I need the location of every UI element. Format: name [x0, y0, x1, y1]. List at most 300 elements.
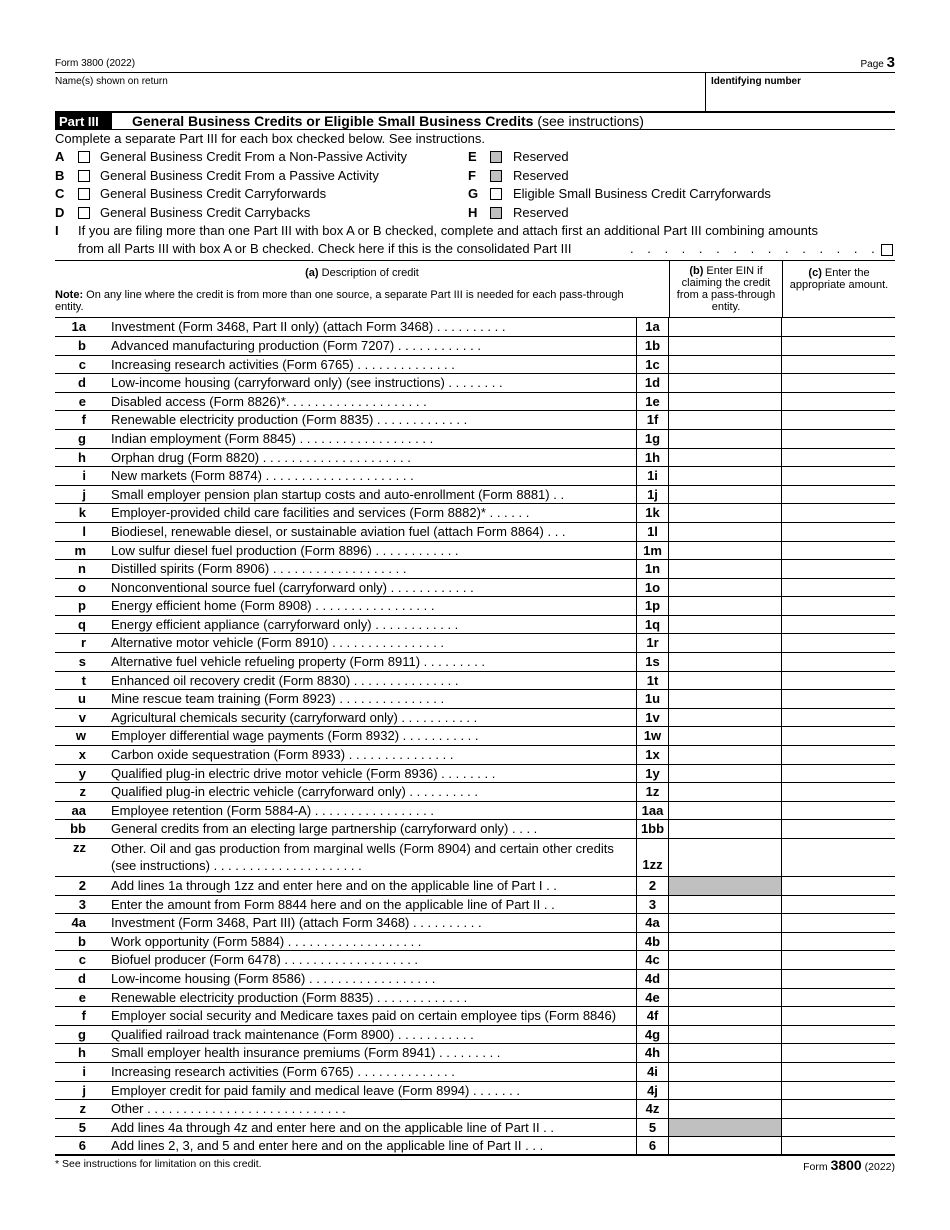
line-number: v: [78, 709, 86, 725]
amount-field[interactable]: [782, 337, 895, 355]
line-description: Biodiesel, renewable diesel, or sustainable aviation fuel (attach Form 8864) . . .: [111, 523, 566, 539]
item-i-line2: from all Parts III with box A or B checked. Check here if this is the consolidated Part III: [78, 241, 572, 257]
amount-field[interactable]: [782, 1026, 895, 1044]
form-page: [55, 50, 895, 1176]
amount-field[interactable]: [782, 1082, 895, 1100]
line-box-label: 1s: [636, 653, 669, 671]
ein-field[interactable]: [669, 1063, 782, 1081]
table-row: [55, 337, 895, 356]
ein-field[interactable]: [669, 820, 782, 838]
line-number: o: [78, 579, 86, 595]
amount-field[interactable]: [782, 467, 895, 485]
footer-form: [803, 1157, 895, 1173]
table-row: [55, 765, 895, 784]
table-row: [55, 709, 895, 728]
checkbox-label: General Business Credit Carrybacks: [100, 204, 311, 220]
amount-field[interactable]: [782, 542, 895, 560]
ein-field[interactable]: [669, 318, 782, 336]
line-number: h: [78, 449, 86, 465]
ein-field[interactable]: [669, 486, 782, 504]
amount-field[interactable]: [782, 634, 895, 652]
line-description: Other . . . . . . . . . . . . . . . . . . . . . . . . . . . .: [111, 1101, 346, 1117]
line-description: Add lines 2, 3, and 5 and enter here and on the applicable line of Part II . . .: [111, 1138, 544, 1154]
line-number: b: [78, 933, 86, 949]
line-box-label: 4a: [636, 914, 669, 932]
checkbox-label: Eligible Small Business Credit Carryforwards: [513, 186, 771, 202]
amount-field[interactable]: [782, 318, 895, 336]
line-description: Low-income housing (carryforward only) (see instructions) . . . . . . . .: [111, 375, 503, 391]
ein-field[interactable]: [669, 746, 782, 764]
ein-field[interactable]: [669, 690, 782, 708]
line-description: Add lines 4a through 4z and enter here and on the applicable line of Part II . .: [111, 1119, 555, 1135]
line-description: Employee retention (Form 5884-A) . . . . . . . . . . . . . . . . .: [111, 802, 434, 818]
amount-field[interactable]: [782, 411, 895, 429]
amount-field[interactable]: [782, 877, 895, 895]
item-i-letter: I: [55, 223, 59, 239]
checkbox-letter: F: [468, 167, 476, 183]
ein-field[interactable]: [669, 411, 782, 429]
line-box-label: 1r: [636, 634, 669, 652]
line-box-label: 1c: [636, 356, 669, 374]
table-row: [55, 579, 895, 598]
line-description: Enhanced oil recovery credit (Form 8830) . . . . . . . . . . . . . . .: [111, 672, 459, 688]
checkbox-row: [55, 204, 895, 223]
line-number: m: [74, 542, 86, 558]
table-row: [55, 1026, 895, 1045]
table-row: [55, 616, 895, 635]
line-box-label: 1o: [636, 579, 669, 597]
line-box-label: 6: [636, 1137, 669, 1154]
line-box-label: 1q: [636, 616, 669, 634]
ein-field[interactable]: [669, 356, 782, 374]
amount-field[interactable]: [782, 374, 895, 392]
ein-field[interactable]: [669, 727, 782, 745]
item-i-dots: . . . . . . . . . . . . . . .: [630, 241, 880, 257]
table-row: [55, 356, 895, 375]
checkbox-g[interactable]: [490, 188, 502, 200]
line-number: c: [78, 952, 86, 968]
amount-field[interactable]: [782, 989, 895, 1007]
amount-field[interactable]: [782, 896, 895, 914]
line-description: Distilled spirits (Form 8906) . . . . . . . . . . . . . . . . . . .: [111, 561, 407, 577]
line-box-label: 4h: [636, 1044, 669, 1062]
page-header: [55, 50, 895, 72]
ein-field[interactable]: [669, 896, 782, 914]
line-box-label: 3: [636, 896, 669, 914]
line-box-label: 4z: [636, 1100, 669, 1118]
line-box-label: 1d: [636, 374, 669, 392]
checkbox-c[interactable]: [78, 188, 90, 200]
ein-field[interactable]: [669, 765, 782, 783]
line-description: Renewable electricity production (Form 8835) . . . . . . . . . . . . .: [111, 412, 468, 428]
ein-field[interactable]: [669, 616, 782, 634]
line-number: 2: [78, 878, 86, 893]
ein-field[interactable]: [669, 634, 782, 652]
line-description: Indian employment (Form 8845) . . . . . . . . . . . . . . . . . . .: [111, 430, 434, 446]
checkbox-label: General Business Credit From a Passive Activity: [100, 167, 379, 183]
name-row: [55, 72, 895, 111]
ein-field[interactable]: [669, 709, 782, 727]
line-description: Qualified railroad track maintenance (Form 8900) . . . . . . . . . . .: [111, 1026, 474, 1042]
line-box-label: 4d: [636, 970, 669, 988]
ein-field: [669, 1119, 782, 1137]
ein-field[interactable]: [669, 374, 782, 392]
line-number: f: [81, 412, 86, 428]
line-number: bb: [70, 821, 86, 837]
line-box-label: 1n: [636, 560, 669, 578]
table-row: [55, 877, 895, 896]
amount-field[interactable]: [782, 1007, 895, 1025]
ein-field[interactable]: [669, 1026, 782, 1044]
ein-field[interactable]: [669, 560, 782, 578]
line-description: Agricultural chemicals security (carryforward only) . . . . . . . . . . .: [111, 709, 478, 725]
line-number: e: [78, 989, 86, 1005]
column-a-header: [55, 267, 669, 279]
item-i-line1: If you are filing more than one Part III with box A or B checked, complete and attach first an additional Part III combining amounts: [78, 223, 818, 239]
line-number: p: [78, 598, 86, 614]
line-description: Nonconventional source fuel (carryforward only) . . . . . . . . . . . .: [111, 579, 474, 595]
line-box-label: 1x: [636, 746, 669, 764]
table-row: [55, 672, 895, 691]
table-row: [55, 467, 895, 486]
line-number: x: [78, 747, 86, 763]
table-row: [55, 914, 895, 933]
footer-note: * See instructions for limitation on this credit.: [55, 1157, 262, 1170]
line-description: Qualified plug-in electric vehicle (carryforward only) . . . . . . . . . .: [111, 784, 479, 800]
amount-field[interactable]: [782, 727, 895, 745]
amount-field[interactable]: [782, 839, 895, 876]
table-row: [55, 802, 895, 821]
line-description: Renewable electricity production (Form 8835) . . . . . . . . . . . . .: [111, 989, 468, 1005]
line-number: b: [78, 337, 86, 353]
column-b-bold: (b): [689, 265, 704, 278]
table-row: [55, 1063, 895, 1082]
ein-field[interactable]: [669, 933, 782, 951]
line-box-label: 1l: [636, 523, 669, 541]
ein-field[interactable]: [669, 467, 782, 485]
line-box-label: 1e: [636, 393, 669, 411]
line-box-label: 1h: [636, 449, 669, 467]
ein-field[interactable]: [669, 951, 782, 969]
page-label: [861, 54, 895, 71]
line-box-label: 4f: [636, 1007, 669, 1025]
ein-field[interactable]: [669, 783, 782, 801]
line-box-label: 1i: [636, 467, 669, 485]
checkbox-label: Reserved: [513, 167, 569, 183]
line-description: Qualified plug-in electric drive motor vehicle (Form 8936) . . . . . . . .: [111, 765, 496, 781]
line-number: 3: [78, 896, 86, 912]
ein-field[interactable]: [669, 989, 782, 1007]
line-description: Add lines 1a through 1zz and enter here and on the applicable line of Part I . .: [111, 878, 557, 893]
amount-field[interactable]: [782, 820, 895, 838]
ein-field[interactable]: [669, 504, 782, 522]
line-number: 6: [78, 1138, 86, 1154]
checkbox-label: Reserved: [513, 204, 569, 220]
part-header: [55, 111, 895, 130]
part-title: [132, 113, 644, 129]
part-tag: Part III: [55, 113, 112, 130]
checkbox-f: [490, 170, 502, 182]
ein-field[interactable]: [669, 337, 782, 355]
consolidated-checkbox[interactable]: [881, 244, 893, 256]
table-row: [55, 523, 895, 542]
checkbox-h: [490, 207, 502, 219]
line-description: Biofuel producer (Form 6478) . . . . . . . . . . . . . . . . . . .: [111, 952, 419, 968]
ein-field[interactable]: [669, 597, 782, 615]
table-row: [55, 1137, 895, 1156]
table-row: [55, 411, 895, 430]
amount-field[interactable]: [782, 523, 895, 541]
line-box-label: 1g: [636, 430, 669, 448]
amount-field[interactable]: [782, 616, 895, 634]
form-label: Form 3800 (2022): [55, 58, 136, 69]
line-box-label: 4i: [636, 1063, 669, 1081]
line-description: Energy efficient home (Form 8908) . . . . . . . . . . . . . . . . .: [111, 598, 435, 614]
line-number: j: [82, 1082, 86, 1098]
ein-field[interactable]: [669, 449, 782, 467]
line-box-label: 4j: [636, 1082, 669, 1100]
amount-field[interactable]: [782, 504, 895, 522]
footer-form-word: Form: [803, 1160, 828, 1173]
amount-field[interactable]: [782, 783, 895, 801]
line-number: d: [78, 970, 86, 986]
checkbox-d[interactable]: [78, 207, 90, 219]
ein-field[interactable]: [669, 579, 782, 597]
amount-field[interactable]: [782, 486, 895, 504]
table-row: [55, 690, 895, 709]
amount-field[interactable]: [782, 579, 895, 597]
ein-field[interactable]: [669, 1044, 782, 1062]
amount-field[interactable]: [782, 914, 895, 932]
line-number: z: [79, 784, 86, 800]
amount-field[interactable]: [782, 449, 895, 467]
credit-rows-2: [55, 877, 895, 1156]
line-description: Low-income housing (Form 8586) . . . . . . . . . . . . . . . . . .: [111, 970, 436, 986]
checkbox-letter: A: [55, 149, 65, 164]
line-box-label: 4b: [636, 933, 669, 951]
amount-field[interactable]: [782, 709, 895, 727]
line-number: t: [81, 672, 86, 688]
amount-field[interactable]: [782, 802, 895, 820]
table-row: [55, 896, 895, 915]
line-number: 5: [78, 1119, 86, 1135]
checkbox-letter: E: [468, 149, 477, 164]
line-number: 4a: [71, 915, 86, 931]
line-box-label: 4c: [636, 951, 669, 969]
ein-field[interactable]: [669, 1007, 782, 1025]
checkbox-label: General Business Credit From a Non-Passive Activity: [100, 149, 408, 164]
line-description: Alternative motor vehicle (Form 8910) . . . . . . . . . . . . . . . .: [111, 635, 445, 651]
column-a-rest: Description of credit: [318, 267, 419, 280]
ein-field[interactable]: [669, 542, 782, 560]
checkbox-letter: G: [468, 186, 479, 202]
checkbox-row: [55, 148, 895, 167]
line-description: Investment (Form 3468, Part II only) (attach Form 3468) . . . . . . . . . .: [111, 319, 506, 335]
line-description: Employer credit for paid family and medical leave (Form 8994) . . . . . . .: [111, 1082, 520, 1098]
table-row: [55, 504, 895, 523]
ein-field[interactable]: [669, 1082, 782, 1100]
line-box-label: 1aa: [636, 802, 669, 820]
line-box-label: 1z: [636, 783, 669, 801]
line-number: d: [78, 375, 86, 391]
ein-field[interactable]: [669, 802, 782, 820]
line-box-label: 1y: [636, 765, 669, 783]
checkbox-e: [490, 151, 502, 163]
checkbox-letter: D: [55, 204, 65, 220]
table-row: [55, 542, 895, 561]
credit-rows: [55, 318, 895, 839]
column-c-header: [782, 261, 895, 317]
table-row: [55, 727, 895, 746]
item-i-row: [55, 222, 895, 260]
line-number: q: [78, 616, 86, 632]
line-box-label: 1t: [636, 672, 669, 690]
ein-field[interactable]: [669, 970, 782, 988]
line-description: New markets (Form 8874) . . . . . . . . . . . . . . . . . . . . .: [111, 468, 414, 484]
line-description: Carbon oxide sequestration (Form 8933) . . . . . . . . . . . . . . .: [111, 747, 454, 763]
line-number: u: [78, 691, 86, 707]
table-row: [55, 1119, 895, 1138]
part-intro: Complete a separate Part III for each box checked below. See instructions.: [55, 131, 485, 146]
checkbox-b[interactable]: [78, 170, 90, 182]
checkbox-a[interactable]: [78, 151, 90, 163]
line-description: Employer-provided child care facilities and services (Form 8882)* . . . . . .: [111, 505, 530, 521]
name-field-label[interactable]: Name(s) shown on return: [55, 76, 168, 87]
ein-field: [669, 877, 782, 895]
amount-field[interactable]: [782, 1044, 895, 1062]
part-title-bold: General Business Credits or Eligible Small Business Credits: [132, 113, 534, 129]
amount-field[interactable]: [782, 1063, 895, 1081]
amount-field[interactable]: [782, 672, 895, 690]
line-description: Orphan drug (Form 8820) . . . . . . . . . . . . . . . . . . . . .: [111, 449, 411, 465]
ein-field[interactable]: [669, 672, 782, 690]
note-rest: On any line where the credit is from more than one source, a separate Part III is needed for each pass-through entity.: [55, 289, 624, 314]
amount-field[interactable]: [782, 430, 895, 448]
ein-field[interactable]: [669, 393, 782, 411]
line-box-label: 1bb: [636, 820, 669, 838]
line-box-label: 2: [636, 877, 669, 895]
line-description: General credits from an electing large partnership (carryforward only) . . . .: [111, 821, 538, 837]
line-box-label: 1p: [636, 597, 669, 615]
line-number: l: [82, 523, 86, 539]
ein-field[interactable]: [669, 1100, 782, 1118]
amount-field[interactable]: [782, 393, 895, 411]
amount-field[interactable]: [782, 653, 895, 671]
line-box-label: 4e: [636, 989, 669, 1007]
ein-field[interactable]: [669, 1137, 782, 1154]
checkbox-letter: C: [55, 186, 65, 202]
column-header: [55, 260, 895, 318]
line-number: 1a: [71, 319, 86, 335]
amount-field[interactable]: [782, 951, 895, 969]
table-row: [55, 970, 895, 989]
table-row: [55, 783, 895, 802]
ein-field[interactable]: [669, 430, 782, 448]
checkbox-row: [55, 167, 895, 186]
checkbox-letter: H: [468, 204, 478, 220]
amount-field[interactable]: [782, 970, 895, 988]
ein-field[interactable]: [669, 523, 782, 541]
line-description: Low sulfur diesel fuel production (Form 8896) . . . . . . . . . . . .: [111, 542, 459, 558]
line-number: g: [78, 430, 86, 446]
table-row: [55, 393, 895, 412]
line-number: j: [82, 486, 86, 502]
page-number: 3: [886, 54, 895, 71]
line-description: Energy efficient appliance (carryforward only) . . . . . . . . . . . .: [111, 616, 459, 632]
amount-field[interactable]: [782, 560, 895, 578]
amount-field[interactable]: [782, 690, 895, 708]
line-box-label: 1w: [636, 727, 669, 745]
table-row: [55, 560, 895, 579]
line-number: f: [81, 1008, 86, 1024]
line-description: Small employer pension plan startup costs and auto-enrollment (Form 8881) . .: [111, 486, 565, 502]
line-number: n: [78, 561, 86, 577]
identifying-number-field[interactable]: Identifying number: [705, 73, 895, 111]
page-footer: [55, 1156, 895, 1176]
line-description: Employer differential wage payments (Form 8932) . . . . . . . . . . .: [111, 728, 479, 744]
table-row: [55, 951, 895, 970]
line-number: i: [82, 1063, 86, 1079]
line-description: Investment (Form 3468, Part III) (attach Form 3468) . . . . . . . . . .: [111, 915, 482, 931]
table-row-zz: [55, 839, 895, 877]
amount-field[interactable]: [782, 356, 895, 374]
checkbox-label: General Business Credit Carryforwards: [100, 186, 327, 202]
line-box-label: 1a: [636, 318, 669, 336]
table-row: [55, 374, 895, 393]
checkbox-list: [55, 148, 895, 222]
footer-form-number: 3800: [830, 1156, 862, 1173]
line-description: Employer social security and Medicare taxes paid on certain employee tips (Form 8846): [111, 1008, 617, 1024]
line-number: zz: [73, 840, 86, 855]
ein-field[interactable]: [669, 914, 782, 932]
line-box-label: 1m: [636, 542, 669, 560]
amount-field[interactable]: [782, 746, 895, 764]
ein-field[interactable]: [669, 653, 782, 671]
table-row: [55, 430, 895, 449]
amount-field[interactable]: [782, 933, 895, 951]
line-description: Advanced manufacturing production (Form 7207) . . . . . . . . . . . .: [111, 337, 481, 353]
amount-field[interactable]: [782, 1137, 895, 1154]
table-row: [55, 1082, 895, 1101]
line-description: Alternative fuel vehicle refueling property (Form 8911) . . . . . . . . .: [111, 654, 486, 670]
part-title-rest: (see instructions): [533, 113, 644, 129]
column-c-bold: (c): [808, 267, 822, 280]
table-row: [55, 1044, 895, 1063]
amount-field[interactable]: [782, 1100, 895, 1118]
table-row: [55, 653, 895, 672]
table-row: [55, 634, 895, 653]
table-row: [55, 820, 895, 839]
amount-field[interactable]: [782, 765, 895, 783]
ein-field[interactable]: [669, 839, 782, 876]
footer-year: (2022): [864, 1160, 895, 1173]
line-box-label: 1v: [636, 709, 669, 727]
line-number: z: [79, 1101, 86, 1117]
line-number: k: [78, 505, 86, 521]
line-number: h: [78, 1045, 86, 1061]
line-box-label: 5: [636, 1119, 669, 1137]
amount-field[interactable]: [782, 1119, 895, 1137]
line-description: Work opportunity (Form 5884) . . . . . . . . . . . . . . . . . . .: [111, 933, 422, 949]
line-number: s: [78, 654, 86, 670]
line-number: e: [78, 393, 86, 409]
table-row: [55, 933, 895, 952]
column-c-rest: Enter the appropriate amount.: [789, 267, 889, 292]
amount-field[interactable]: [782, 597, 895, 615]
table-row: [55, 989, 895, 1008]
table-row: [55, 1100, 895, 1119]
table-row: [55, 449, 895, 468]
